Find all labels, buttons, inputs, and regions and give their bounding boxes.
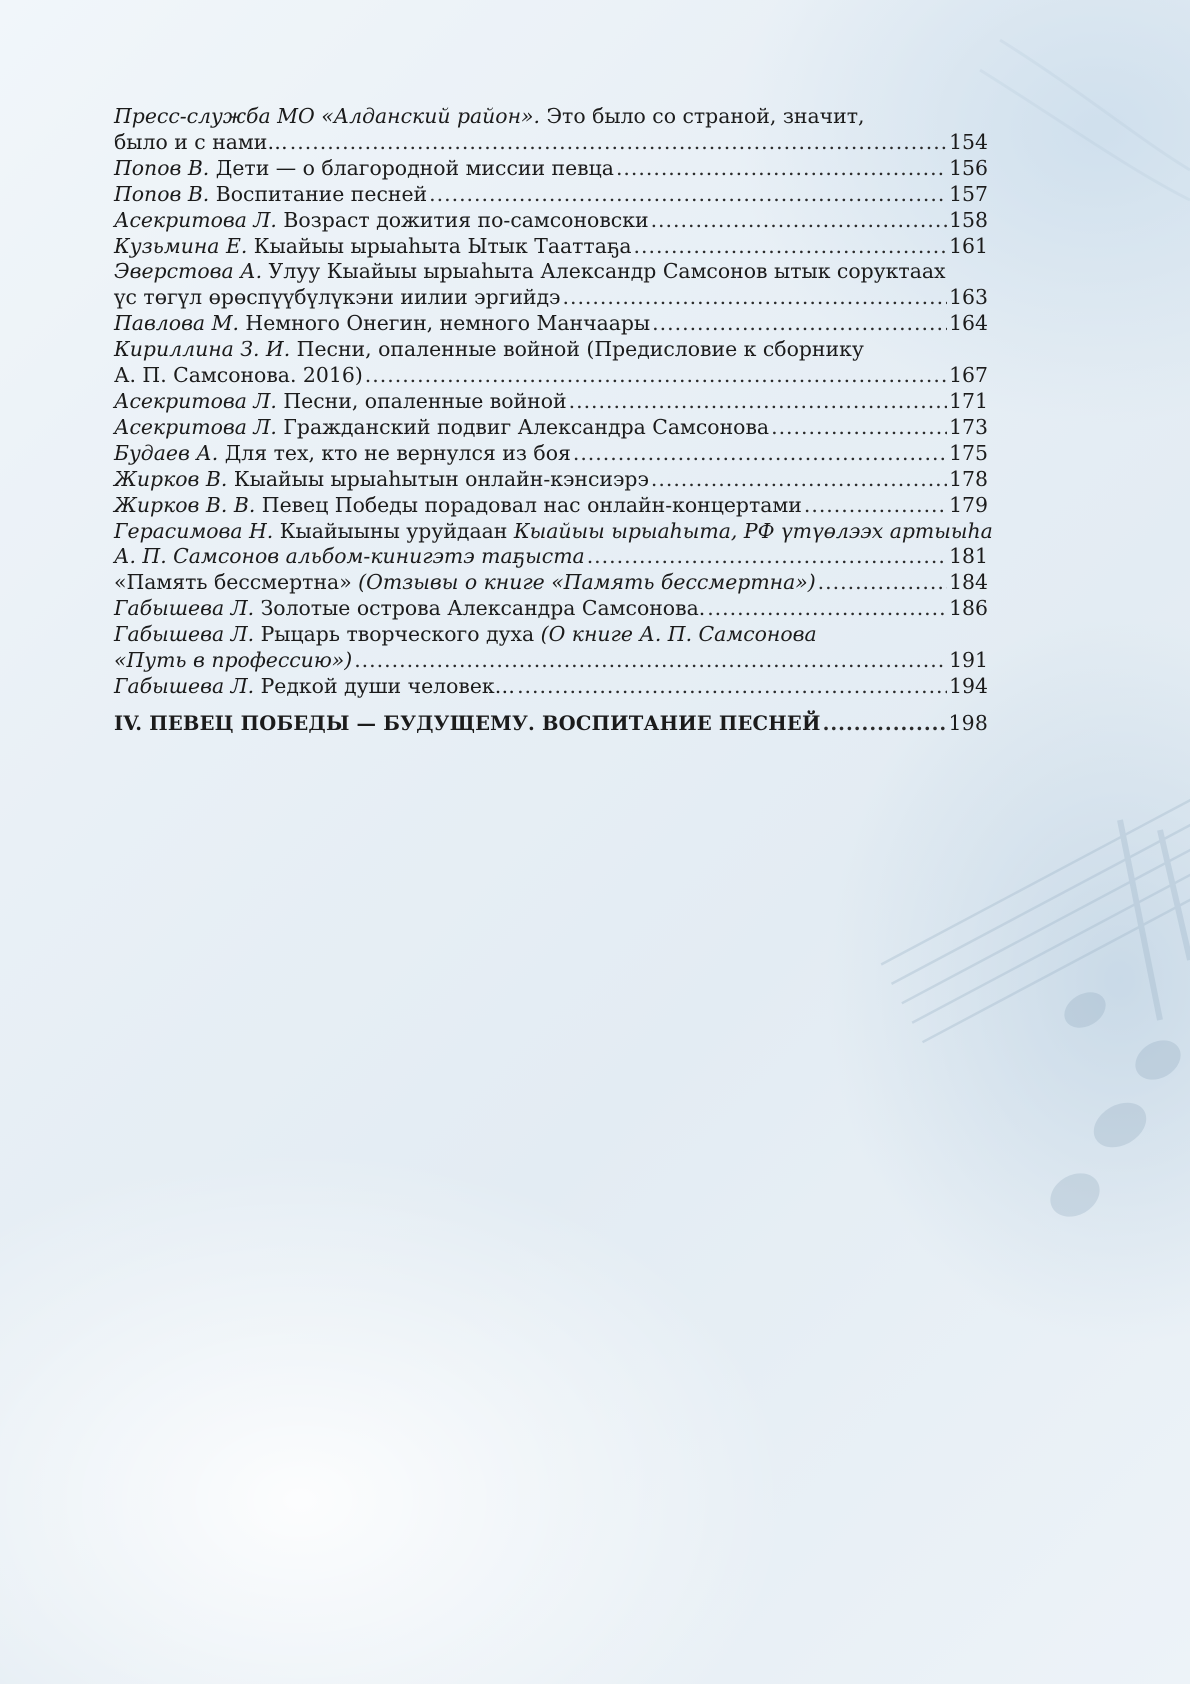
toc-title-text: Певец Победы порадовал нас онлайн-концертами bbox=[255, 492, 802, 517]
toc-title-text: Улуу Кыайыы ырыаһыта Александр Самсонов ытык соруктаах bbox=[262, 259, 946, 284]
toc-title-text: было и с нами… bbox=[114, 129, 288, 154]
toc-entry-text bbox=[114, 234, 632, 260]
toc-author-or-italic: Кириллина З. И. bbox=[114, 337, 291, 362]
toc-entry-text bbox=[114, 648, 352, 674]
dot-leader bbox=[634, 234, 948, 260]
toc-entry-line bbox=[114, 104, 988, 130]
page-number: 186 bbox=[949, 596, 988, 621]
toc-entry-last-line bbox=[114, 208, 988, 234]
toc-author-or-italic: Кыайыы ырыаһыта, РФ үтүөлээх артыыһа bbox=[513, 518, 993, 543]
toc-entry-last-line bbox=[114, 363, 988, 389]
toc-entry-last-line bbox=[114, 389, 988, 415]
toc-entry-text bbox=[114, 208, 649, 234]
toc-author-or-italic: Асекритова Л. bbox=[114, 388, 277, 413]
toc-author-or-italic: (Отзывы о книге «Память бессмертна») bbox=[351, 570, 816, 595]
page-number: 191 bbox=[949, 648, 988, 673]
toc-entry-text bbox=[114, 285, 560, 311]
toc-author-or-italic: Будаев А. bbox=[114, 440, 219, 465]
toc-entry-text bbox=[114, 130, 288, 156]
toc-entry[interactable] bbox=[114, 337, 988, 389]
toc-entry[interactable] bbox=[114, 208, 988, 234]
toc-author-or-italic: «Путь в профессию») bbox=[114, 648, 353, 673]
toc-entry[interactable] bbox=[114, 259, 988, 311]
toc-entry-line bbox=[114, 622, 988, 648]
table-of-contents bbox=[114, 104, 993, 737]
page-number: 184 bbox=[949, 570, 988, 595]
toc-entry[interactable] bbox=[114, 596, 988, 622]
toc-title-text: Немного Онегин, немного Манчаары bbox=[238, 311, 651, 336]
toc-entry-last-line bbox=[114, 415, 988, 441]
dot-leader bbox=[562, 285, 947, 311]
toc-title-text: Кыайыы ырыаһыта Ытык Тааттаҕа bbox=[247, 233, 632, 258]
toc-entry-last-line bbox=[114, 311, 988, 337]
toc-title-text: Воспитание песней bbox=[209, 181, 428, 206]
toc-entry-last-line bbox=[114, 493, 988, 519]
toc-entry-last-line bbox=[114, 441, 988, 467]
toc-entry-text bbox=[114, 311, 650, 337]
toc-title-text: Кыайыыны уруйдаан bbox=[273, 518, 514, 543]
toc-title-text: Это было со страной, значит, bbox=[539, 104, 865, 128]
toc-entry-last-line bbox=[114, 285, 988, 311]
toc-title-text: Гражданский подвиг Александра Самсонова bbox=[276, 414, 770, 439]
toc-title-text: Золотые острова Александра Самсонова. bbox=[254, 596, 706, 621]
toc-title-text: Для тех, кто не вернулся из боя bbox=[218, 440, 571, 465]
toc-entry-line bbox=[114, 337, 988, 363]
toc-entry-text bbox=[114, 467, 649, 493]
dot-leader bbox=[616, 156, 947, 182]
dot-leader bbox=[354, 648, 947, 674]
page-number: 194 bbox=[949, 673, 988, 698]
page-number: 173 bbox=[949, 414, 988, 439]
toc-entry-last-line bbox=[114, 674, 988, 700]
toc-entry-text bbox=[114, 596, 705, 622]
toc-author-or-italic: Попов В. bbox=[114, 155, 210, 180]
page-number: 154 bbox=[949, 129, 988, 154]
toc-entry[interactable] bbox=[114, 518, 993, 571]
toc-entry-text bbox=[114, 156, 614, 182]
toc-entry-line bbox=[114, 518, 993, 545]
toc-entry[interactable] bbox=[114, 182, 988, 208]
toc-author-or-italic: Асекритова Л. bbox=[114, 207, 277, 232]
page-number: 178 bbox=[949, 466, 988, 491]
toc-entry-text bbox=[114, 519, 993, 543]
toc-entry-text bbox=[114, 674, 515, 700]
toc-entry[interactable] bbox=[114, 104, 988, 156]
page-number: 198 bbox=[948, 710, 988, 735]
toc-title-text: үс төгүл өрөспүүбүлүкэни иилии эргийдэ bbox=[114, 285, 561, 310]
toc-entry[interactable] bbox=[114, 493, 988, 519]
dot-leader bbox=[573, 441, 947, 467]
toc-title-text: Песни, опаленные войной (Предисловие к сборнику bbox=[290, 337, 864, 362]
toc-entry-last-line bbox=[114, 130, 988, 156]
toc-entry-line bbox=[114, 259, 988, 285]
toc-entry[interactable] bbox=[114, 441, 988, 467]
dot-leader bbox=[652, 311, 947, 337]
toc-author-or-italic: Жирков В. bbox=[114, 466, 228, 491]
toc-author-or-italic: Павлова М. bbox=[114, 311, 239, 336]
toc-title-text: Дети — о благородной миссии певца bbox=[209, 155, 614, 180]
page-number: 179 bbox=[949, 492, 988, 517]
page-number: 156 bbox=[949, 155, 988, 180]
toc-title-text: Кыайыы ырыаһытын онлайн-кэнсиэрэ bbox=[227, 466, 649, 491]
page-number: 157 bbox=[949, 181, 988, 206]
toc-entry-last-line bbox=[114, 570, 988, 596]
toc-entry-last-line bbox=[114, 544, 988, 570]
toc-entry[interactable] bbox=[114, 234, 988, 260]
dot-leader bbox=[771, 415, 947, 441]
toc-entry-text bbox=[114, 622, 817, 646]
dot-leader bbox=[569, 389, 947, 415]
dot-leader bbox=[823, 711, 947, 737]
page-number: 163 bbox=[949, 285, 988, 310]
toc-title-text: Песни, опаленные войной bbox=[276, 388, 567, 413]
dot-leader bbox=[804, 493, 947, 519]
toc-author-or-italic: Габышева Л. bbox=[114, 622, 255, 647]
toc-entry-last-line bbox=[114, 467, 988, 493]
toc-author-or-italic: Попов В. bbox=[114, 181, 210, 206]
toc-entry[interactable] bbox=[114, 156, 988, 182]
toc-author-or-italic: Жирков В. В. bbox=[114, 492, 256, 517]
toc-entry-last-line bbox=[114, 182, 988, 208]
toc-entry[interactable] bbox=[114, 389, 988, 415]
toc-entry[interactable] bbox=[114, 467, 988, 493]
toc-entry-text bbox=[114, 493, 802, 519]
dot-leader bbox=[818, 570, 947, 596]
toc-entry-text bbox=[114, 182, 427, 208]
toc-entry-text bbox=[114, 337, 864, 361]
toc-title-text: Рыцарь творческого духа bbox=[254, 622, 541, 647]
page-number: 161 bbox=[949, 233, 988, 258]
section-heading[interactable] bbox=[114, 711, 988, 737]
toc-author-or-italic: Герасимова Н. bbox=[114, 518, 274, 543]
dot-leader bbox=[587, 544, 947, 570]
toc-author-or-italic: Эверстова А. bbox=[114, 259, 263, 284]
toc-author-or-italic: Кузьмина Е. bbox=[114, 233, 248, 258]
toc-entry-text bbox=[114, 441, 571, 467]
dot-leader bbox=[651, 467, 947, 493]
page-number: 181 bbox=[949, 544, 988, 569]
page-number: 158 bbox=[949, 207, 988, 232]
page-number: 175 bbox=[949, 440, 988, 465]
toc-author-or-italic: Асекритова Л. bbox=[114, 414, 277, 439]
toc-title-text: «Память бессмертна» bbox=[114, 570, 352, 595]
toc-entry-text bbox=[114, 544, 585, 570]
page-number: 164 bbox=[949, 311, 988, 336]
toc-entry-text bbox=[114, 259, 946, 283]
toc-title-text: Редкой души человек… bbox=[254, 673, 516, 698]
dot-leader bbox=[651, 208, 948, 234]
toc-entry-text bbox=[114, 570, 816, 596]
toc-entry-last-line bbox=[114, 648, 988, 674]
toc-author-or-italic: Габышева Л. bbox=[114, 673, 255, 698]
toc-entry[interactable] bbox=[114, 674, 988, 700]
toc-entry-text bbox=[114, 415, 769, 441]
dot-leader bbox=[290, 130, 947, 156]
toc-author-or-italic: А. П. Самсонов альбом-кинигэтэ таҕыста bbox=[114, 544, 585, 569]
page-number: 167 bbox=[949, 363, 988, 388]
page-number: 171 bbox=[949, 388, 988, 413]
toc-title-text: Возраст дожития по-самсоновски bbox=[276, 207, 649, 232]
toc-entry[interactable] bbox=[114, 311, 988, 337]
section-title: IV. ПЕВЕЦ ПОБЕДЫ — БУДУЩЕМУ. ВОСПИТАНИЕ ПЕСНЕЙ bbox=[114, 711, 821, 735]
dot-leader bbox=[365, 363, 947, 389]
toc-author-or-italic: Пресс-служба МО «Алданский район». bbox=[114, 104, 540, 128]
dot-leader bbox=[517, 674, 947, 700]
toc-entry-last-line bbox=[114, 234, 988, 260]
toc-entry-text bbox=[114, 104, 865, 128]
toc-entry-text bbox=[114, 389, 567, 415]
dot-leader bbox=[707, 596, 947, 622]
toc-title-text: А. П. Самсонова. 2016) bbox=[114, 363, 363, 388]
toc-entry[interactable] bbox=[114, 622, 988, 674]
toc-author-or-italic: Габышева Л. bbox=[114, 596, 255, 621]
toc-entry-text bbox=[114, 363, 363, 389]
toc-entry-last-line bbox=[114, 156, 988, 182]
dot-leader bbox=[429, 182, 947, 208]
toc-entry[interactable] bbox=[114, 570, 988, 596]
toc-entry[interactable] bbox=[114, 415, 988, 441]
toc-entry-last-line bbox=[114, 596, 988, 622]
toc-author-or-italic: (О книге А. П. Самсонова bbox=[540, 622, 817, 647]
